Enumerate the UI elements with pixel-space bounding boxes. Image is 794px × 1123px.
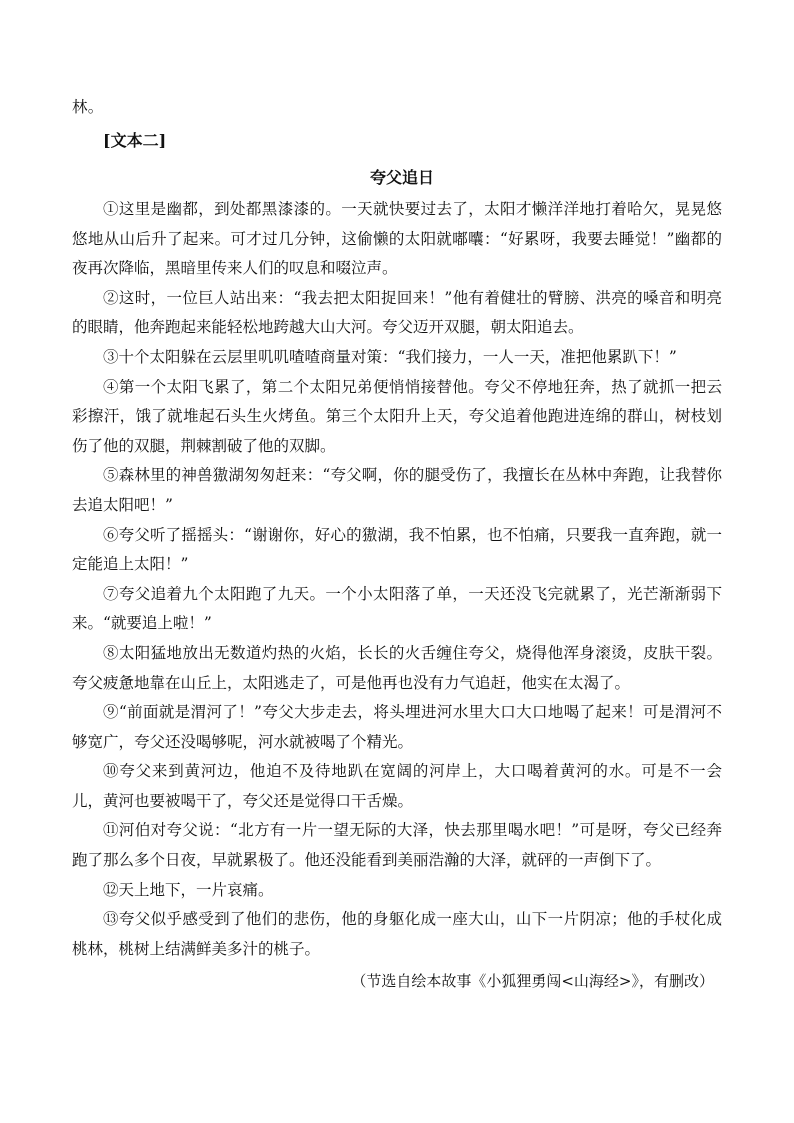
section-label: [文本二] [103,131,167,150]
paragraph-1: ①这里是幽都，到处都黑漆漆的。一天就快要过去了，太阳才懒洋洋地打着哈欠，晃晃悠悠地从山后升了起来。可才过几分钟，这偷懒的太阳就嘟囔：“好累呀，我要去睡觉！”幽都的夜再次降临，黑暗里传来人们的叹息和啜泣声。 [72,200,722,278]
continuation-text: 林。 [72,98,104,116]
paragraph-8: ⑧太阳猛地放出无数道灼热的火焰，长长的火舌缠住夸父，烧得他浑身滚烫，皮肤干裂。夸父疲惫地靠在山丘上，太阳逃走了，可是他再也没有力气追赶，他实在太渴了。 [72,643,722,692]
paragraph-13: ⑬夸父似乎感受到了他们的悲伤，他的身躯化成一座大山，山下一片阴凉；他的手杖化成桃林，桃树上结满鲜美多汁的桃子。 [72,910,722,958]
paragraph-12: ⑫天上地下，一片哀痛。 [103,880,274,899]
paragraph-7: ⑦夸父追着九个太阳跑了九天。一个小太阳落了单，一天还没飞完就累了，光芒渐渐弱下来。“就要追上啦！” [72,584,722,633]
document-page [72,92,722,996]
paragraph-3: ③十个太阳躲在云层里叽叽喳喳商量对策：“我们接力，一人一天，准把他累趴下！” [103,347,677,366]
story-title: 夸父追日 [369,168,434,187]
paragraph-5: ⑤森林里的神兽獓湖匆匆赶来：“夸父啊，你的腿受伤了，我擅长在丛林中奔跑，让我替你去追太阳吧！” [72,466,722,514]
paragraph-9: ⑨“前面就是渭河了！”夸父大步走去，将头埋进河水里大口大口地喝了起来！可是渭河不够宽广，夸父还没喝够呢，河水就被喝了个精光。 [72,703,722,751]
paragraph-11: ⑪河伯对夸父说：“北方有一片一望无际的大泽，快去那里喝水吧！”可是呀，夸父已经奔跑了那么多个日夜，早就累极了。他还没能看到美丽浩瀚的大泽，就砰的一声倒下了。 [72,821,722,870]
paragraph-6: ⑥夸父听了摇摇头：“谢谢你，好心的獓湖，我不怕累，也不怕痛，只要我一直奔跑，就一定能追上太阳！” [72,525,722,574]
story-body [72,195,722,964]
paragraph-2: ②这时，一位巨人站出来：“我去把太阳捉回来！”他有着健壮的臂膀、洪亮的嗓音和明亮的眼睛，他奔跑起来能轻松地跨越大山大河。夸父迈开双腿，朝太阳追去。 [72,288,722,337]
source-note: （节选自绘本故事《小狐狸勇闯<山海经>》，有删改） [351,972,714,991]
paragraph-10: ⑩夸父来到黄河边，他迫不及待地趴在宽阔的河岸上，大口喝着黄河的水。可是不一会儿，黄河也要被喝干了，夸父还是觉得口干舌燥。 [72,762,722,810]
paragraph-4: ④第一个太阳飞累了，第二个太阳兄弟便悄悄接替他。夸父不停地狂奔，热了就抓一把云彩擦汗，饿了就堆起石头生火烤鱼。第三个太阳升上天，夸父追着他跑进连绵的群山，树枝划伤了他的双腿，荆棘割破了他的双脚。 [72,377,722,455]
